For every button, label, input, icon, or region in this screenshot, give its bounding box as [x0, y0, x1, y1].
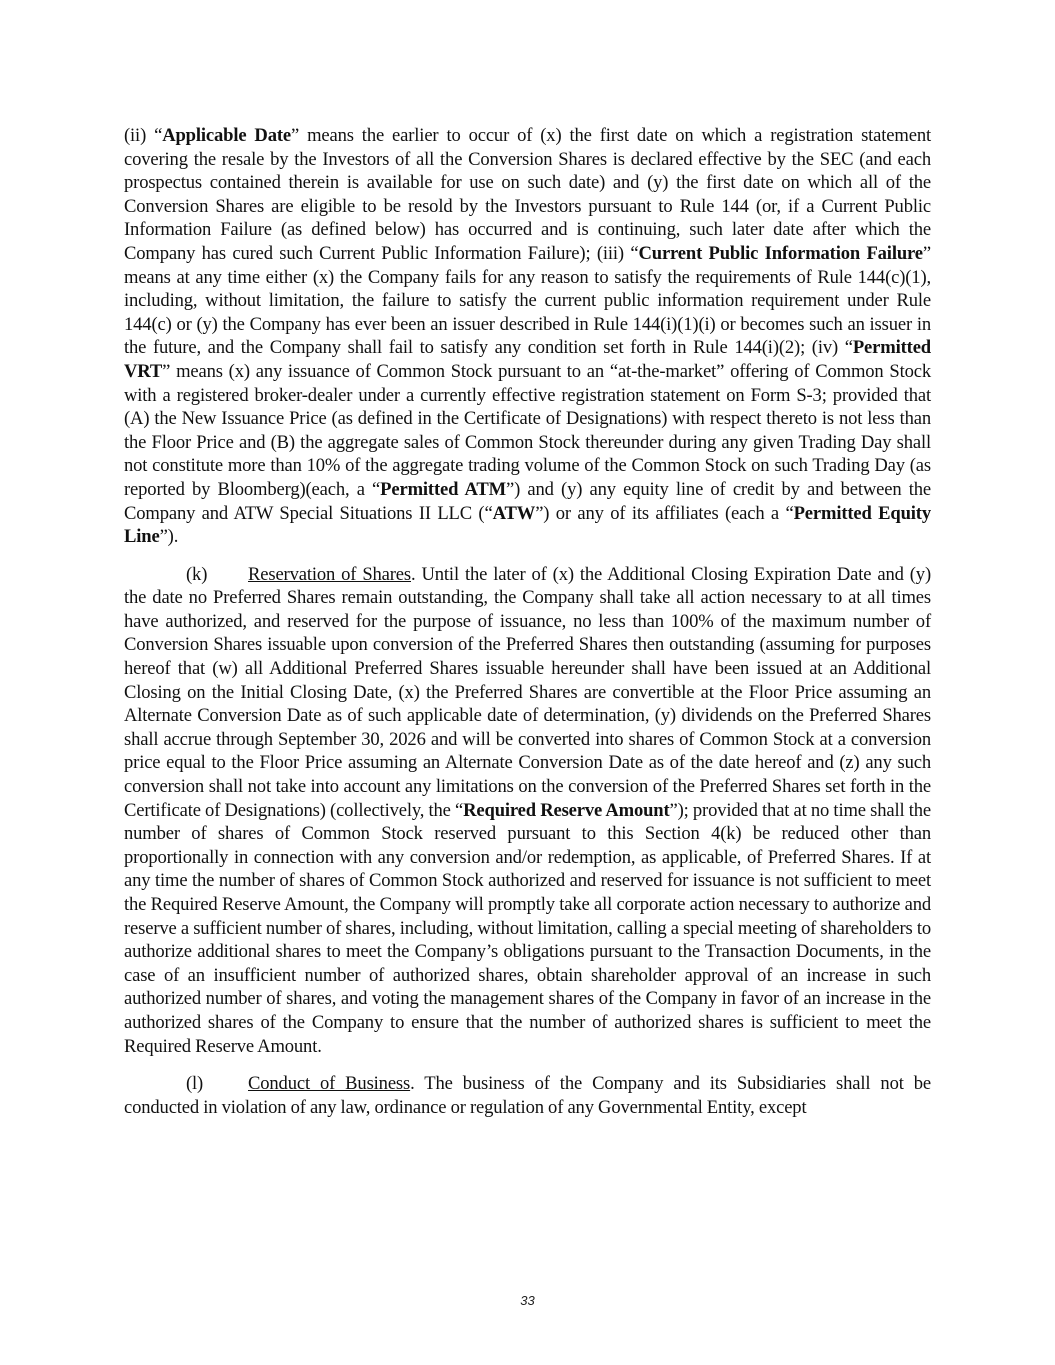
text-run: (ii) “: [124, 125, 163, 146]
section-body: [124, 564, 931, 1057]
defined-term: Permitted Equity Line: [124, 502, 931, 548]
defined-term: Permitted ATM: [380, 478, 507, 500]
paragraph-definitions: [124, 124, 931, 549]
section-heading: Reservation of Shares: [248, 563, 411, 585]
text-run: . Until the later of (x) the Additional Closing Expiration Date and (y) the date no Preferred Shares remain outstanding, the Company shall take all action necessary to at all times have authorized, and reserved for the purpose of issuance, no less than 100% of the maximum number of Conversion Shares issuable upon conversion of the Preferred Shares then outstanding (assuming for purposes hereof that (w) all Additional Preferred Shares issuable hereunder shall have been issued at an Additional Closing on the Initial Closing Date, (x) the Preferred Shares are convertible at the Floor Price assuming an Alternate Conversion Date as of such applicable date of determination, (y) dividends on the Preferred Shares shall accrue through September 30, 2026 and will be converted into shares of Common Stock at a conversion price equal to the Floor Price assuming an Alternate Conversion Date as of the date hereof and (z) any such conversion shall not take into account any limitations on the conversion of the Preferred Shares set forth in the Certificate of Designations) (collectively, the “: [124, 563, 931, 821]
text-run: ” means at any time either (x) the Company fails for any reason to satisfy the requirements of Rule 144(c)(1), including, without limitation, the failure to satisfy the current public information requirement under Rule 144(c) or (y) the Company has ever been an issuer described in Rule 144(i)(1)(i) or becomes such an issuer in the future, and the Company shall fail to satisfy any condition set forth in Rule 144(i)(2); (iv) “: [124, 242, 932, 359]
section-heading: Conduct of Business: [248, 1073, 411, 1095]
defined-term: Permitted VRT: [124, 337, 931, 382]
document-page: [124, 124, 931, 1133]
section-label: (l): [186, 1073, 204, 1095]
text-run: ” means (x) any issuance of Common Stock pursuant to an “at-the-market” offering of Common Stock with a registered broker-dealer under a currently effective registration statement on Form S-3; provided that (A) the New Issuance Price (as defined in the Certificate of Designations) with respect thereto is not less than the Floor Price and (B) the aggregate sales of Common Stock thereunder during any given Trading Day shall not constitute more than 10% of the aggregate trading volume of the Common Stock on such Trading Day (as reported by Bloomberg)(each, a “: [124, 360, 931, 500]
text-run: ” means the earlier to occur of (x) the first date on which a registration statement covering the resale by the Investors of all the Conversion Shares is declared effective by the SEC (and each prospectus contained therein is available for use on such date) and (y) the first date on which all of the Conversion Shares are eligible to be resold by the Investors pursuant to Rule 144 (or, if a Current Public Information Failure (as defined below) has occurred and is continuing, such later date after which the Company has cured such Current Public Information Failure); (iii) “: [124, 125, 931, 264]
paragraph-section-k: [124, 563, 931, 1058]
defined-term: Applicable Date: [162, 125, 291, 146]
text-run: ”) and (y) any equity line of credit by and between the Company and ATW Special Situations II LLC (“: [124, 478, 931, 524]
page-number: 33: [520, 1293, 535, 1308]
defined-term: ATW: [492, 502, 536, 524]
text-run: . The business of the Company and its Subsidiaries shall not be conducted in violation of any law, ordinance or regulation of any Governmental Entity, except: [124, 1073, 931, 1118]
text-run: ”); provided that at no time shall the number of shares of Common Stock reserved pursuant to this Section 4(k) be reduced other than proportionally in connection with any conversion and/or redemption, as applicable, of Preferred Shares. If at any time the number of shares of Common Stock authorized and reserved for issuance is not sufficient to meet the Required Reserve Amount, the Company will promptly take all corporate action necessary to authorize and reserve a sufficient number of shares, including, without limitation, calling a special meeting of shareholders to authorize additional shares to meet the Company’s obligations pursuant to the Transaction Documents, in the case of an insufficient number of authorized shares, obtain shareholder approval of an increase in such authorized number of shares, and voting the management shares of the Company in favor of an increase in the authorized shares of the Company to ensure that the number of authorized shares is sufficient to meet the Required Reserve Amount.: [124, 799, 931, 1057]
paragraph-section-l: [124, 1072, 931, 1119]
text-run: ”) or any of its affiliates (each a “: [535, 502, 794, 524]
section-label: (k): [186, 563, 208, 585]
defined-term: Current Public Information Failure: [638, 242, 923, 264]
defined-term: Required Reserve Amount: [463, 799, 670, 821]
text-run: ”).: [159, 526, 179, 548]
